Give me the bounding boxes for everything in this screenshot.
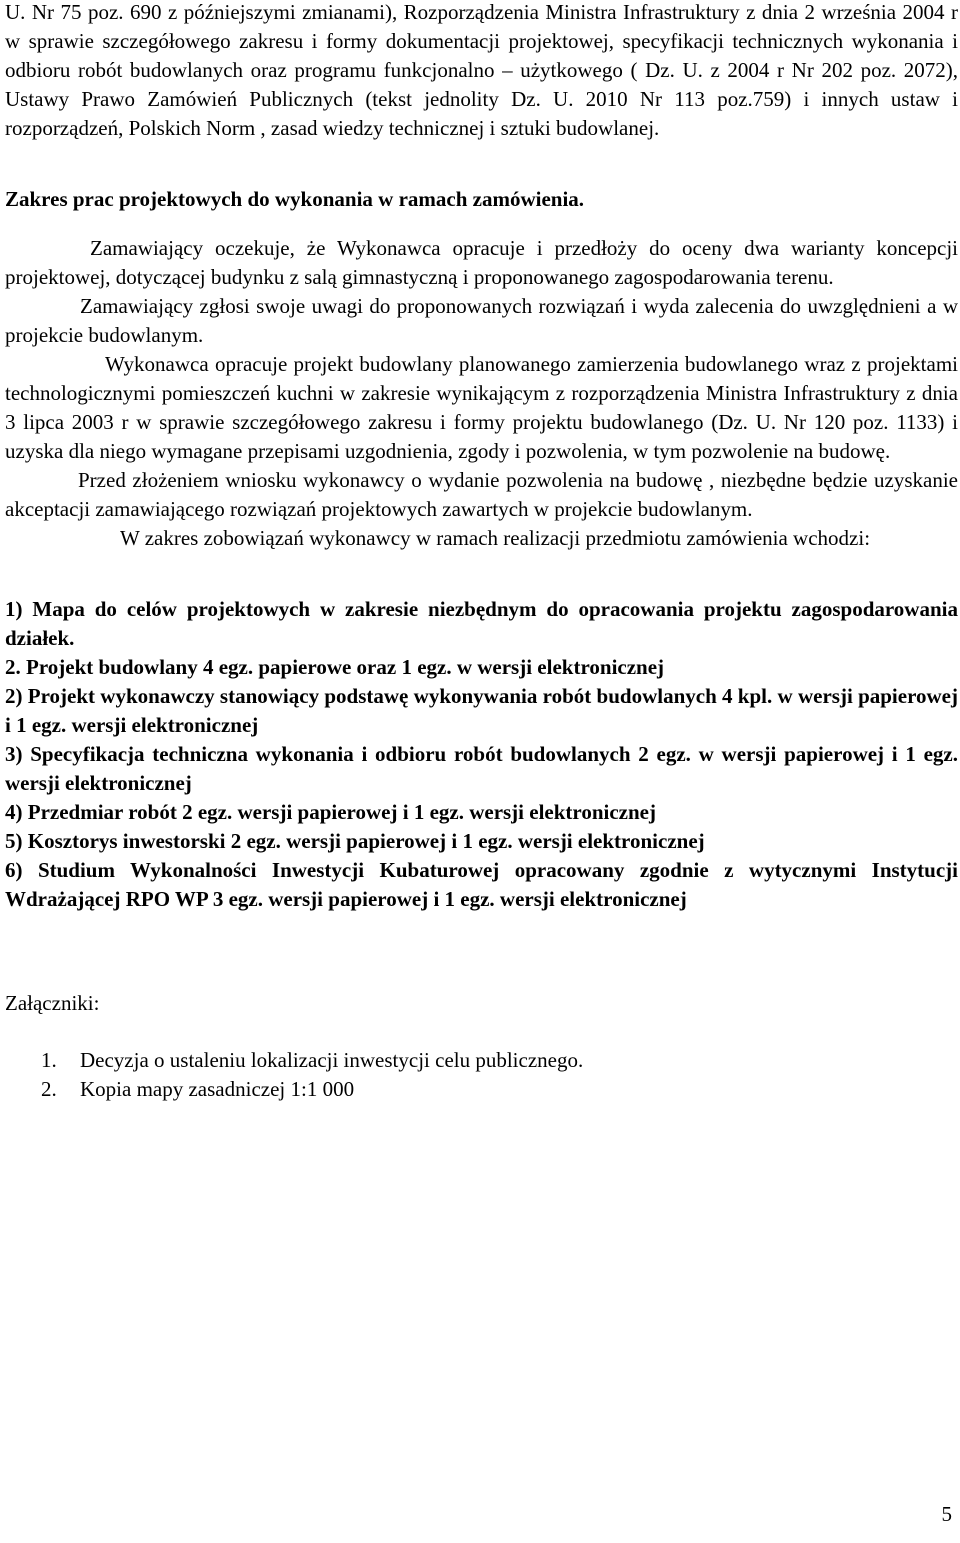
- scope-item: 4) Przedmiar robót 2 egz. wersji papierowej i 1 egz. wersji elektronicznej: [5, 800, 656, 824]
- intro-paragraph: U. Nr 75 poz. 690 z późniejszymi zmianami), Rozporządzenia Ministra Infrastruktury z dnia 2 września 2004 r w sprawie szczegółowego zakresu i formy dokumentacji projektowej, specyfikacji technicznych wykonania i odbioru robót budowlanych oraz programu funkcjonalno – użytkowego ( Dz. U. z 2004 r Nr 202 poz. 2072), Ustawy Prawo Zamówień Publicznych (tekst jednolity Dz. U. 2010 Nr 113 poz.759) i innych ustaw i rozporządzeń, Polskich Norm , zasad wiedzy technicznej i sztuki budowlanej.: [5, 0, 958, 140]
- document-page: [5, 0, 958, 1104]
- scope-item: 2) Projekt wykonawczy stanowiący podstawę wykonywania robót budowlanych 4 kpl. w wersji papierowej i 1 egz. wersji elektronicznej: [5, 684, 958, 737]
- paragraph-expectations: Zamawiający oczekuje, że Wykonawca opracuje i przedłoży do oceny dwa warianty koncepcji projektowej, dotyczącej budynku z salą gimnastyczną i proponowanego zagospodarowania terenu.: [5, 236, 958, 289]
- attachment-number: 1.: [41, 1048, 57, 1072]
- paragraph-acceptance: Przed złożeniem wniosku wykonawcy o wydanie pozwolenia na budowę , niezbędne będzie uzyskanie akceptacji zamawiającego rozwiązań projektowych zawartych w projekcie budowlanym.: [5, 468, 958, 521]
- paragraph-scope-intro: W zakres zobowiązań wykonawcy w ramach realizacji przedmiotu zamówienia wchodzi:: [120, 526, 871, 550]
- scope-list: [5, 595, 958, 914]
- attachment-text: Decyzja o ustaleniu lokalizacji inwestycji celu publicznego.: [80, 1048, 584, 1072]
- scope-item: 1) Mapa do celów projektowych w zakresie niezbędnym do opracowania projektu zagospodarowania działek.: [5, 597, 958, 650]
- attachment-number: 2.: [41, 1077, 57, 1101]
- paragraph-contractor: Wykonawca opracuje projekt budowlany planowanego zamierzenia budowlanego wraz z projektami technologicznymi pomieszczeń kuchni w zakresie wynikającym z rozporządzenia Ministra Infrastruktury z dnia 3 lipca 2003 r w sprawie szczegółowego zakresu i formy projektu budowlanego (Dz. U. Nr 120 poz. 1133) i uzyska dla niego wymagane przepisami uzgodnienia, zgody i pozwolenia, w tym pozwolenie na budowę.: [5, 352, 958, 463]
- page-number: 5: [941, 1502, 952, 1526]
- attachment-text: Kopia mapy zasadniczej 1:1 000: [80, 1077, 355, 1101]
- attachment-item: [5, 1046, 958, 1075]
- paragraph-remarks: Zamawiający zgłosi swoje uwagi do proponowanych rozwiązań i wyda zalecenia do uwzględnieni a w projekcie budowlanym.: [5, 294, 958, 347]
- scope-item: 3) Specyfikacja techniczna wykonania i odbioru robót budowlanych 2 egz. w wersji papierowej i 1 egz. wersji elektronicznej: [5, 742, 958, 795]
- section-heading: Zakres prac projektowych do wykonania w ramach zamówienia.: [5, 187, 585, 211]
- scope-item: 2. Projekt budowlany 4 egz. papierowe oraz 1 egz. w wersji elektronicznej: [5, 655, 665, 679]
- scope-item: 5) Kosztorys inwestorski 2 egz. wersji papierowej i 1 egz. wersji elektronicznej: [5, 829, 705, 853]
- attachment-item: [5, 1075, 958, 1104]
- attachments-label: Załączniki:: [5, 991, 100, 1015]
- scope-item: 6) Studium Wykonalności Inwestycji Kubaturowej opracowany zgodnie z wytycznymi Instytucji Wdrażającej RPO WP 3 egz. wersji papierowej i 1 egz. wersji elektronicznej: [5, 858, 958, 911]
- attachments-list: [5, 1046, 958, 1104]
